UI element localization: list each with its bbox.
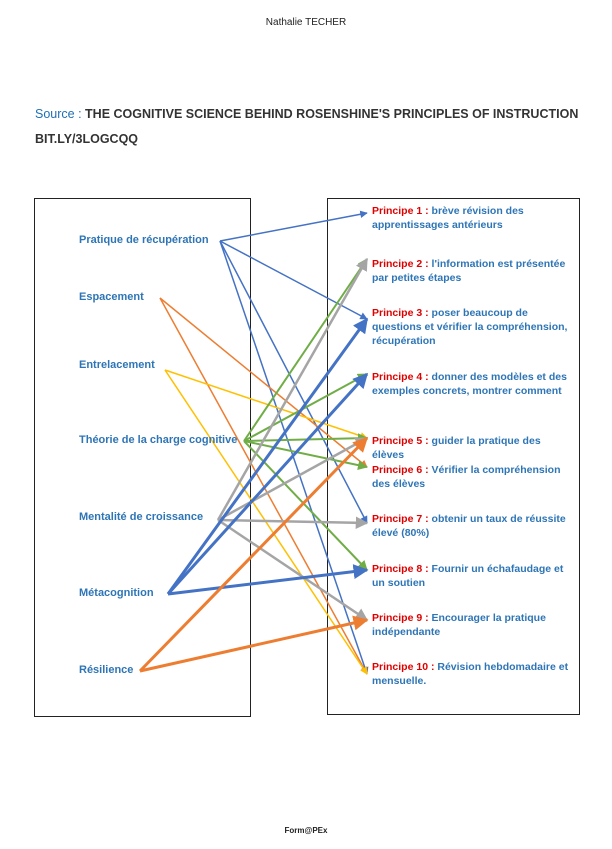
- principle-2: [372, 257, 572, 285]
- principle-text: Révision hebdomadaire et mensuelle.: [372, 661, 569, 687]
- principle-separator: :: [422, 307, 432, 319]
- principle-separator: :: [422, 371, 432, 383]
- concept-resilience: Résilience: [79, 664, 134, 676]
- principle-8: [372, 562, 572, 590]
- source-title: THE COGNITIVE SCIENCE BEHIND ROSENSHINE'S PRINCIPLES OF INSTRUCTION: [85, 107, 579, 121]
- concept-entrelacement: Entrelacement: [79, 359, 155, 371]
- principle-text: brève révision des apprentissages antérieurs: [372, 205, 524, 231]
- principle-separator: :: [422, 435, 432, 447]
- source-link[interactable]: BIT.LY/3LOGCQQ: [35, 132, 139, 146]
- arrow-resilience-to-principle-5: [140, 438, 367, 671]
- principle-name: Principe 2: [372, 258, 423, 270]
- arrow-recuperation-to-principle-1: [220, 213, 367, 241]
- arrow-recuperation-to-principle-10: [220, 241, 367, 674]
- principle-text: Encourager la pratique indépendante: [372, 612, 546, 638]
- principle-name: Principe 4: [372, 371, 423, 383]
- principle-7: [372, 512, 572, 540]
- principle-text: obtenir un taux de réussite élevé (80%): [372, 513, 566, 539]
- principle-3: [372, 306, 572, 348]
- principle-6: [372, 463, 572, 491]
- principle-name: Principe 8: [372, 563, 423, 575]
- concept-espacement: Espacement: [79, 291, 144, 303]
- concept-metacognition: Métacognition: [79, 587, 154, 599]
- principle-text: poser beaucoup de questions et vérifier la compréhension, récupération: [372, 307, 568, 347]
- principle-text: donner des modèles et des exemples concrets, montrer comment: [372, 371, 567, 397]
- principle-text: Fournir un échafaudage et un soutien: [372, 563, 564, 589]
- principle-separator: :: [422, 464, 432, 476]
- concept-croissance: Mentalité de croissance: [79, 511, 204, 523]
- principle-1: [372, 204, 572, 232]
- principle-name: Principe 1: [372, 205, 423, 217]
- footer-brand: Form@PEx: [284, 826, 328, 835]
- principle-name: Principe 3: [372, 307, 423, 319]
- principle-name: Principe 9: [372, 612, 423, 624]
- principle-separator: :: [422, 258, 432, 270]
- arrow-croissance-to-principle-7: [218, 520, 367, 523]
- source-label: Source :: [35, 107, 82, 121]
- principle-10: [372, 660, 572, 688]
- principle-4: [372, 370, 572, 398]
- principle-name: Principe 6: [372, 464, 423, 476]
- principle-9: [372, 611, 572, 639]
- principle-separator: :: [428, 661, 438, 673]
- concept-charge: Théorie de la charge cognitive: [79, 434, 238, 446]
- arrow-recuperation-to-principle-7: [220, 241, 367, 523]
- principle-name: Principe 7: [372, 513, 423, 525]
- principle-text: guider la pratique des élèves: [372, 435, 541, 461]
- principle-separator: :: [422, 205, 432, 217]
- concept-recuperation: Pratique de récupération: [79, 234, 209, 246]
- principle-name: Principe 10: [372, 661, 429, 673]
- arrow-resilience-to-principle-9: [140, 620, 367, 671]
- principle-5: [372, 434, 572, 462]
- principle-separator: :: [422, 612, 432, 624]
- arrow-metacognition-to-principle-8: [168, 570, 367, 594]
- arrow-charge-to-principle-4: [244, 374, 367, 441]
- principle-separator: :: [422, 563, 432, 575]
- principle-name: Principe 5: [372, 435, 423, 447]
- arrow-entrelacement-to-principle-5: [165, 370, 367, 438]
- principle-text: l'information est présentée par petites étapes: [372, 258, 566, 284]
- author-name: Nathalie TECHER: [265, 17, 347, 28]
- principle-separator: :: [422, 513, 432, 525]
- principle-text: Vérifier la compréhension des élèves: [372, 464, 561, 490]
